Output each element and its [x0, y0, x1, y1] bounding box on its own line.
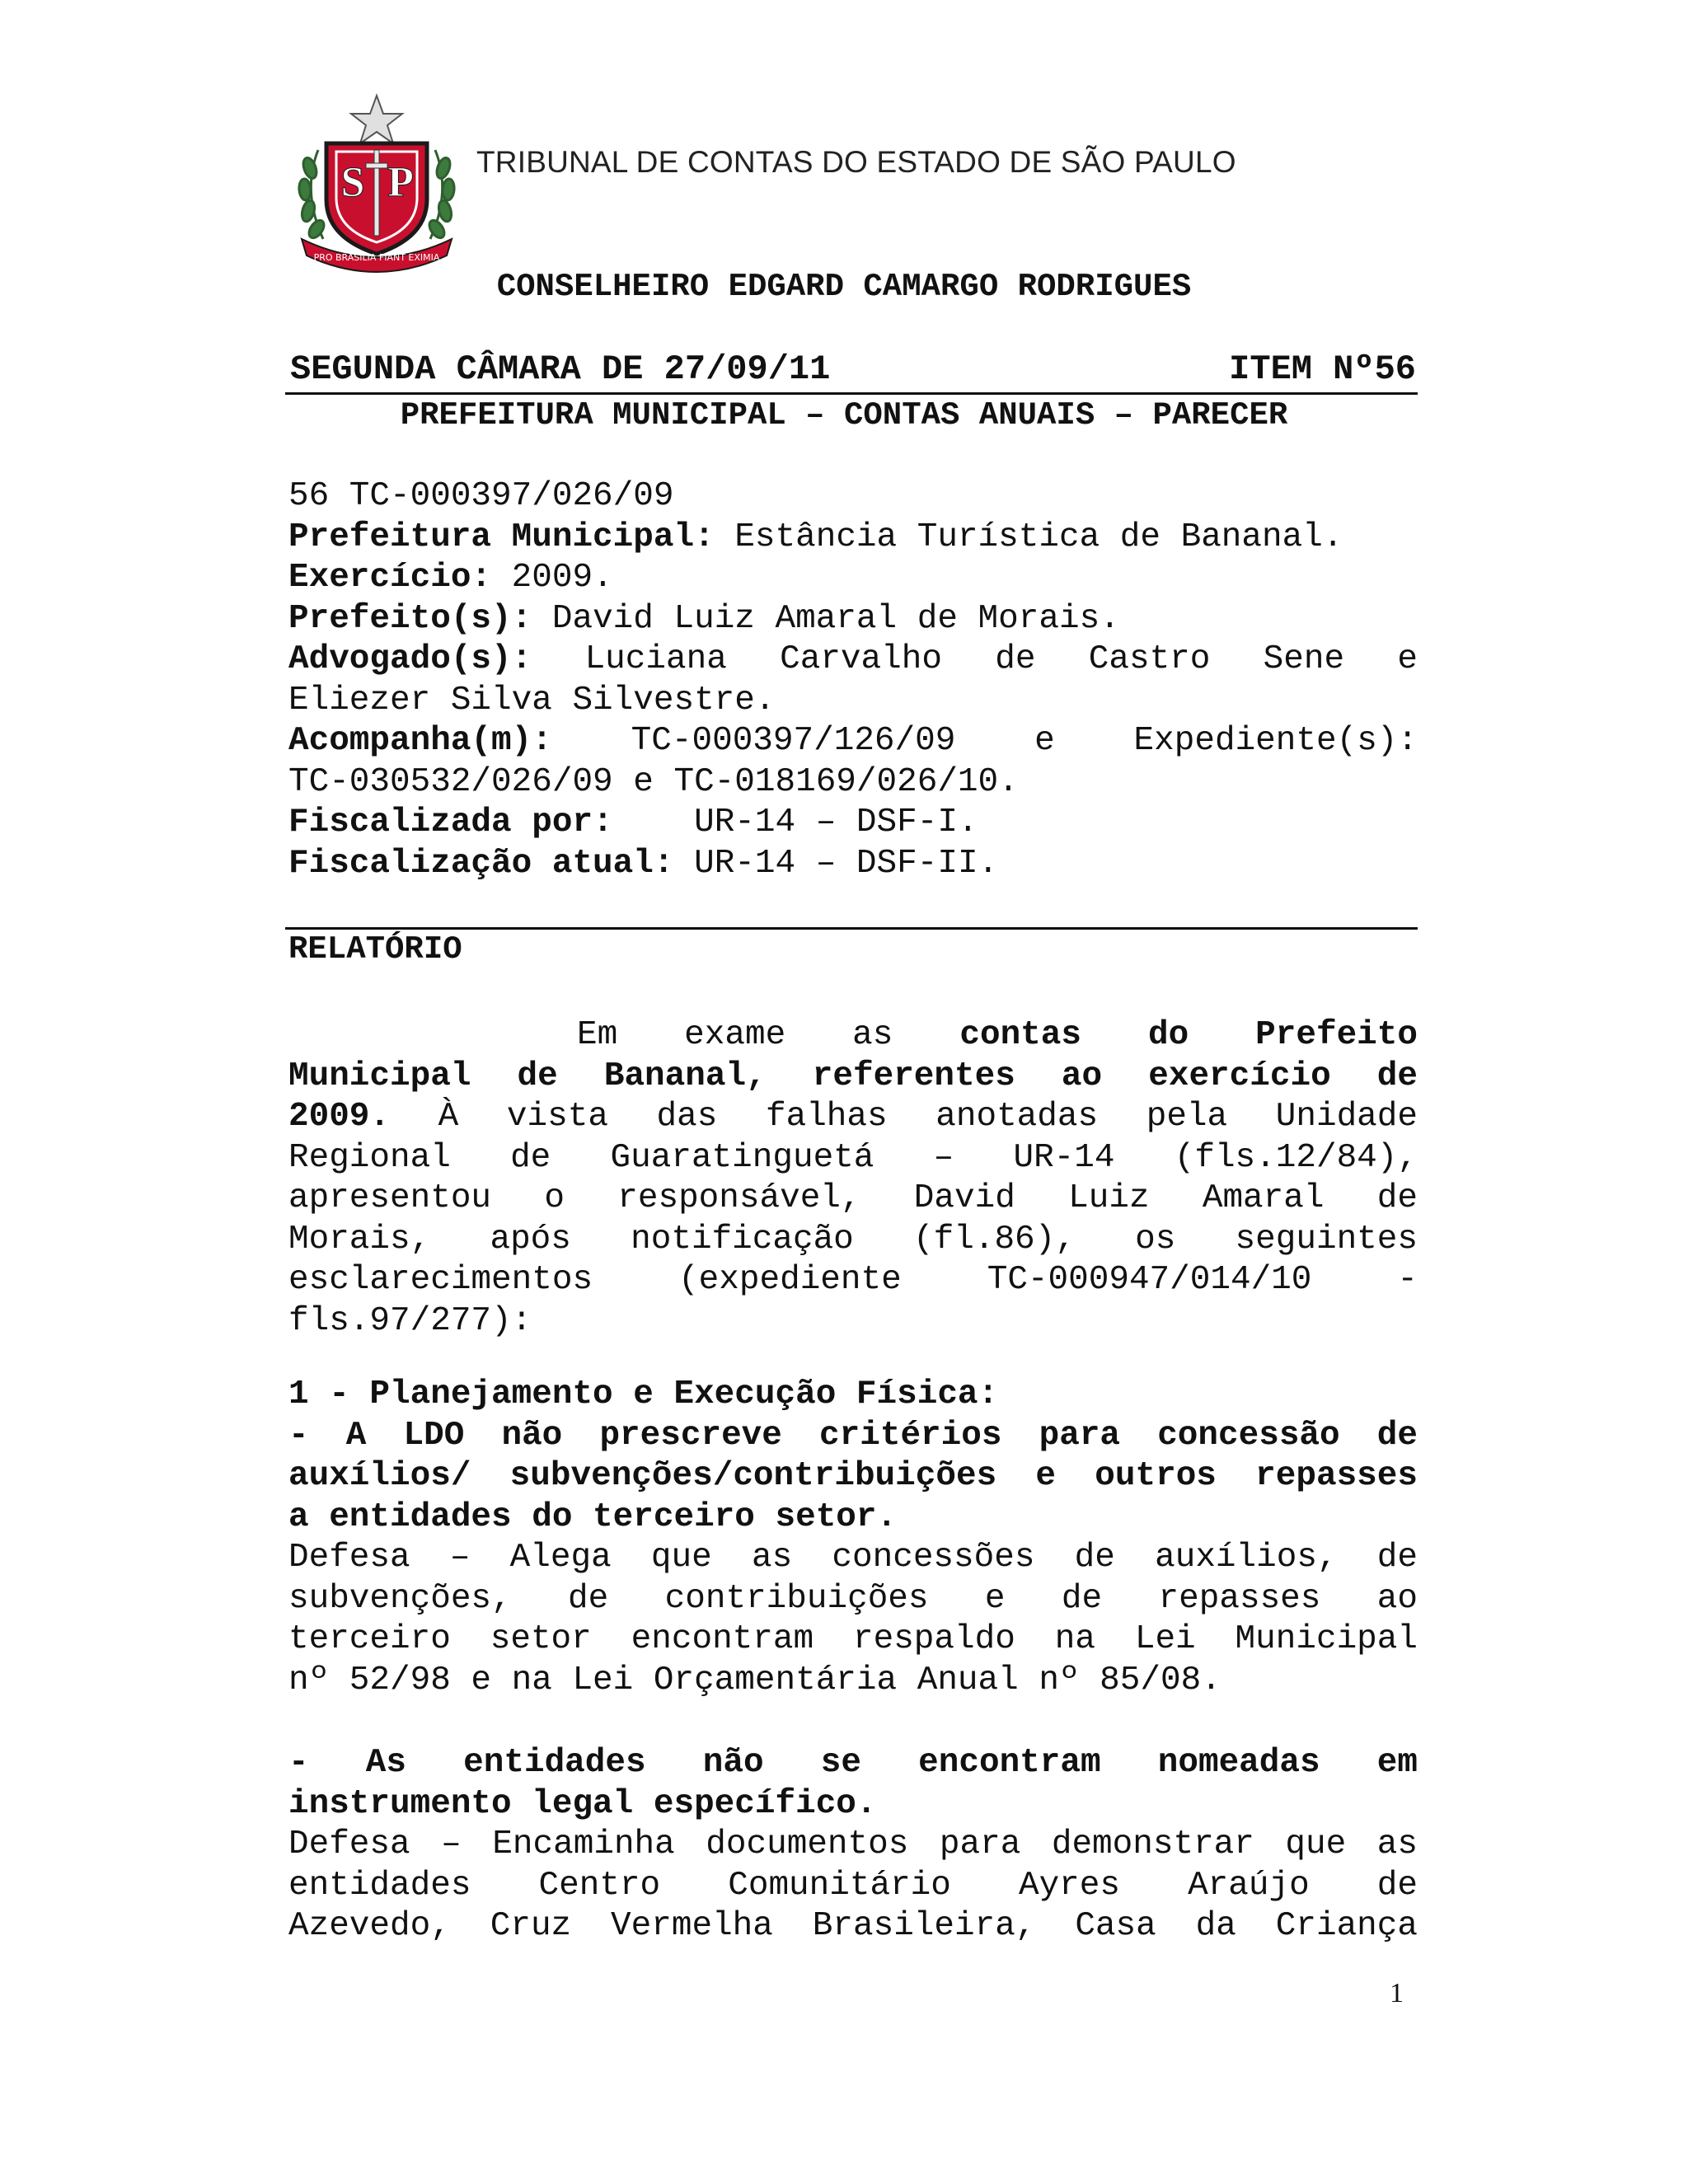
field-value: David Luiz Amaral de Morais.: [551, 599, 1120, 638]
coat-of-arms-icon: [290, 92, 463, 275]
session-chamber-date: SEGUNDA CÂMARA DE 27/09/11: [290, 349, 831, 389]
field-advogado-cont: Eliezer Silva Silvestre.: [288, 681, 776, 719]
field-label: Prefeito(s): [288, 599, 512, 638]
finding-line: a entidades do terceiro setor.: [288, 1497, 898, 1536]
case-details: [288, 476, 1418, 884]
defense-line: Defesa – Alega que as concessões de auxílios, de: [288, 1539, 1418, 1577]
defense-line: terceiro setor encontram respaldo na Lei Municipal: [288, 1620, 1418, 1658]
intro-line: 2009. À vista das falhas anotadas pela Unidade: [288, 1098, 1418, 1136]
sp-coat-of-arms: [290, 92, 463, 275]
field-label: Fiscalizada por: [288, 804, 593, 841]
finding-line: - As entidades não se encontram nomeadas em: [288, 1744, 1418, 1782]
field-fiscalizacao-atual: Fiscalização atual: UR-14 – DSF-II.: [288, 844, 999, 883]
intro-line: Regional de Guaratinguetá – UR-14 (fls.12/84),: [288, 1138, 1418, 1177]
field-prefeitura: Prefeitura Municipal: Estância Turística de Bananal.: [288, 518, 1343, 556]
field-acompanha: Acompanha(m): TC-000397/126/09 e Expediente(s):: [288, 722, 1418, 760]
section-planejamento: [288, 1375, 1418, 1701]
defense-line: Defesa – Encaminha documentos para demonstrar que as: [288, 1825, 1418, 1863]
divider-report: [285, 927, 1418, 930]
intro-line: fls.97/277):: [288, 1301, 532, 1340]
field-value: UR-14 – DSF-I.: [694, 804, 978, 841]
intro-line: Morais, após notificação (fl.86), os seguintes: [288, 1220, 1418, 1258]
councillor-name: CONSELHEIRO EDGARD CAMARGO RODRIGUES: [496, 269, 1192, 305]
subject-title: PREFEITURA MUNICIPAL – CONTAS ANUAIS – PARECER: [400, 397, 1288, 434]
field-acompanha-cont: TC-030532/026/09 e TC-018169/026/10.: [288, 762, 1019, 801]
field-value: UR-14 – DSF-II.: [694, 844, 999, 883]
defense-line: nº 52/98 e na Lei Orçamentária Anual nº 85/08.: [288, 1661, 1221, 1699]
field-value: Estância Turística de Bananal.: [734, 518, 1343, 556]
session-line: [290, 349, 1416, 392]
item-number: ITEM Nº56: [1229, 349, 1416, 389]
svg-text:PRO BRASILIA FIANT EXIMIA: PRO BRASILIA FIANT EXIMIA: [313, 252, 440, 263]
defense-line: entidades Centro Comunitário Ayres Araújo de: [288, 1866, 1418, 1905]
section-title: 1 - Planejamento e Execução Física:: [288, 1376, 999, 1413]
divider-top: [285, 392, 1418, 395]
field-label: Exercício: [288, 559, 471, 597]
finding-line: - A LDO não prescreve critérios para concessão de: [288, 1416, 1418, 1455]
svg-text:S: S: [340, 159, 365, 206]
field-value: TC-000397/126/09 e Expediente(s):: [631, 722, 1418, 760]
field-value: 2009.: [511, 559, 613, 597]
intro-line: Municipal de Bananal, referentes ao exercício de: [288, 1057, 1418, 1095]
finding-line: auxílios/ subvenções/contribuições e outros repasses: [288, 1457, 1418, 1495]
field-advogado: Advogado(s): Luciana Carvalho de Castro Sene e: [288, 640, 1418, 678]
defense-line: Azevedo, Cruz Vermelha Brasileira, Casa da Criança: [288, 1907, 1418, 1945]
field-fiscalizada: Fiscalizada por: UR-14 – DSF-I.: [288, 804, 978, 841]
section-entidades: [288, 1743, 1418, 1947]
field-prefeito: Prefeito(s): David Luiz Amaral de Morais.: [288, 599, 1120, 638]
organization-name: TRIBUNAL DE CONTAS DO ESTADO DE SÃO PAULO: [476, 145, 1236, 179]
page-number: 1: [1390, 1978, 1404, 2008]
report-intro: [288, 1015, 1418, 1342]
finding-line: instrumento legal específico.: [288, 1784, 877, 1823]
defense-line: subvenções, de contribuições e de repasses ao: [288, 1579, 1418, 1618]
report-heading: RELATÓRIO: [288, 931, 462, 968]
field-label: Prefeitura Municipal: [288, 518, 695, 556]
case-number: 56 TC-000397/026/09: [288, 477, 674, 515]
field-label: Acompanha(m): [288, 722, 532, 760]
field-label: Advogado(s): [288, 640, 512, 678]
field-label: Fiscalização atual: [288, 844, 654, 883]
svg-text:P: P: [387, 159, 414, 206]
intro-line: esclarecimentos (expediente TC-000947/014/10 -: [288, 1261, 1418, 1299]
field-value: Luciana Carvalho de Castro Sene e: [584, 640, 1418, 678]
field-exercicio: Exercício: 2009.: [288, 559, 613, 597]
intro-line: Em exame as contas do Prefeito: [577, 1016, 1418, 1054]
intro-line: apresentou o responsável, David Luiz Amaral de: [288, 1179, 1418, 1217]
